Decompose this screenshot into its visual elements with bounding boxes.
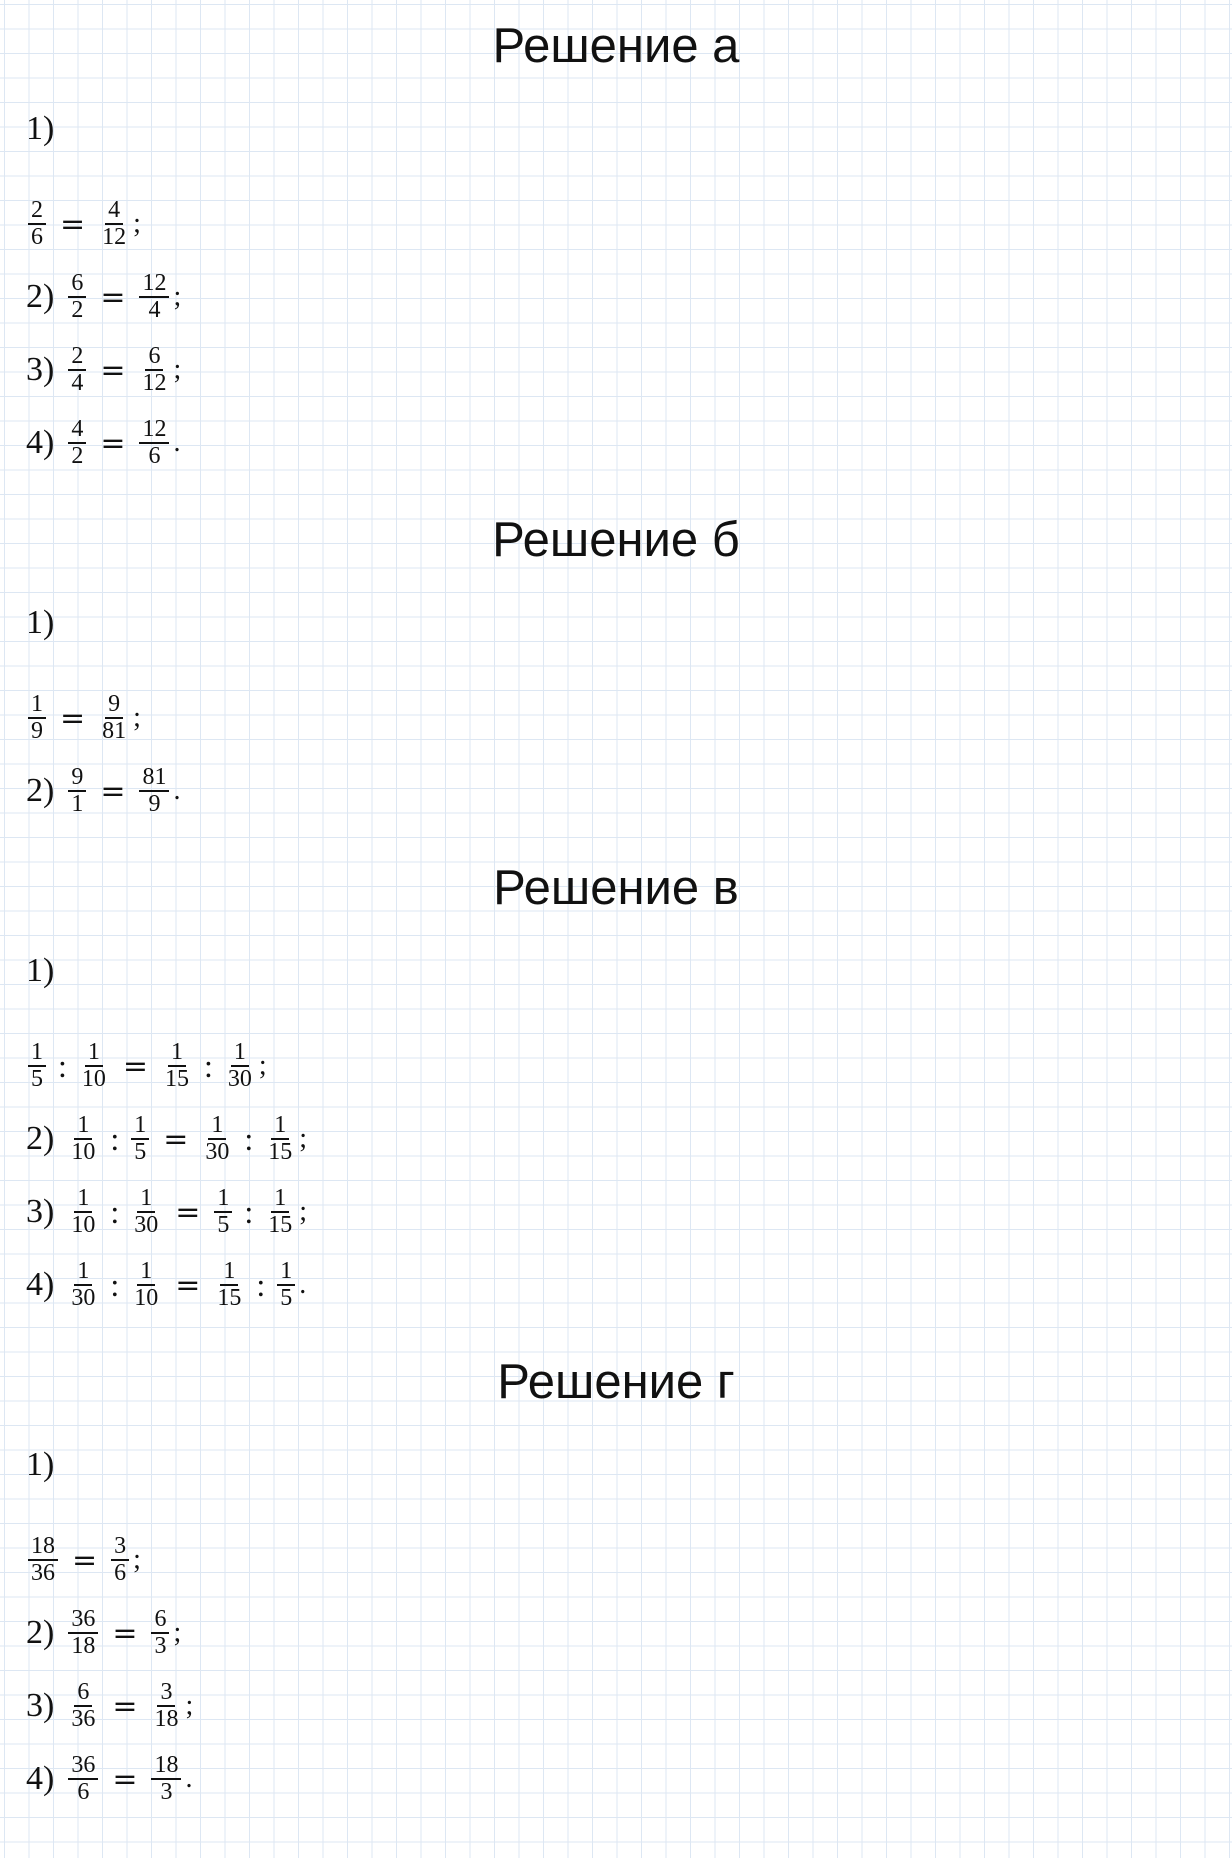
fraction: $\frac{1}{30}$ (227, 1038, 252, 1092)
fraction: $\frac{18}{36}$ (28, 1534, 58, 1586)
fraction: $\frac{12}{6}$ (139, 417, 169, 469)
fraction: $\frac{12}{4}$ (139, 271, 169, 323)
equals-sign: = (60, 206, 86, 242)
fraction: $\frac{1}{15}$ (217, 1257, 242, 1311)
equals-sign: = (163, 1121, 189, 1157)
fraction: $\frac{1}{10}$ (71, 1111, 96, 1165)
fraction: $\frac{1}{30}$ (71, 1257, 96, 1311)
fraction: $\frac{6}{2}$ (68, 271, 86, 323)
fraction: $\frac{9}{81}$ (102, 690, 127, 744)
fraction: $\frac{1}{10}$ (81, 1038, 106, 1092)
section-title-v: Решение в (493, 861, 739, 915)
equation (26, 1180, 307, 1244)
item-label: 1) (26, 604, 55, 641)
item-label: 1) (26, 110, 55, 147)
item-label: 2) (26, 772, 55, 809)
punctuation: ; (173, 281, 182, 312)
fraction: $\frac{4}{2}$ (68, 417, 86, 469)
item-label: 4) (26, 1760, 55, 1797)
equation (26, 1107, 307, 1171)
equation (26, 759, 180, 823)
punctuation: . (173, 427, 181, 458)
equation (26, 411, 180, 475)
punctuation: ; (299, 1196, 308, 1227)
item-label: 3) (26, 1193, 55, 1230)
section-title-a: Решение а (492, 19, 740, 73)
fraction: $\frac{3}{6}$ (111, 1534, 129, 1586)
fraction: $\frac{6}{36}$ (71, 1678, 96, 1732)
item-label: 2) (26, 278, 55, 315)
item-label: 1) (26, 952, 55, 989)
fraction: $\frac{4}{12}$ (102, 196, 127, 250)
punctuation: ; (133, 208, 141, 239)
equals-sign: = (100, 773, 126, 809)
section-title-b: Решение б (492, 513, 740, 567)
fraction: $\frac{6}{3}$ (151, 1607, 169, 1659)
fraction: $\frac{6}{12}$ (142, 342, 167, 396)
punctuation: ; (185, 1690, 194, 1721)
fraction: $\frac{2}{6}$ (28, 198, 46, 250)
equals-sign: = (175, 1267, 201, 1303)
colon-sign: : (58, 1047, 67, 1084)
equation (26, 1253, 306, 1317)
fraction: $\frac{1}{10}$ (71, 1184, 96, 1238)
punctuation: ; (299, 1123, 308, 1154)
punctuation: . (173, 775, 181, 806)
fraction: $\frac{3}{18}$ (154, 1678, 179, 1732)
fraction: $\frac{1}{5}$ (214, 1186, 232, 1238)
equation (26, 1528, 141, 1592)
punctuation: ; (173, 354, 182, 385)
fraction: $\frac{1}{5}$ (131, 1113, 149, 1165)
item-label: 2) (26, 1614, 55, 1651)
item-label: 1) (26, 1446, 55, 1483)
fraction: $\frac{1}{15}$ (165, 1038, 190, 1092)
fraction: $\frac{1}{15}$ (268, 1184, 293, 1238)
fraction: $\frac{1}{30}$ (134, 1184, 159, 1238)
item-label: 3) (26, 351, 55, 388)
fraction: $\frac{1}{5}$ (28, 1040, 46, 1092)
fraction: $\frac{36}{18}$ (68, 1607, 98, 1659)
fraction: $\frac{1}{30}$ (205, 1111, 230, 1165)
punctuation: . (185, 1763, 193, 1794)
colon-sign: : (256, 1266, 266, 1303)
item-label: 3) (26, 1687, 55, 1724)
equals-sign: = (72, 1542, 98, 1578)
fraction: $\frac{1}{5}$ (277, 1259, 295, 1311)
fraction: $\frac{1}{9}$ (28, 692, 46, 744)
punctuation: ; (258, 1050, 267, 1081)
item-label: 2) (26, 1120, 55, 1157)
punctuation: ; (173, 1617, 182, 1648)
item-label: 4) (26, 1266, 55, 1303)
punctuation: . (299, 1269, 307, 1300)
fraction: $\frac{36}{6}$ (68, 1753, 98, 1805)
item-label: 4) (26, 424, 55, 461)
equals-sign: = (112, 1761, 138, 1797)
equals-sign: = (122, 1048, 149, 1084)
colon-sign: : (110, 1120, 120, 1157)
colon-sign: : (204, 1047, 213, 1084)
fraction: $\frac{1}{15}$ (268, 1111, 293, 1165)
equation (26, 1034, 267, 1098)
equation (26, 192, 141, 256)
equation (26, 338, 181, 402)
colon-sign: : (110, 1193, 120, 1230)
equals-sign: = (175, 1194, 201, 1230)
equation (26, 1601, 181, 1665)
equals-sign: = (100, 352, 126, 388)
fraction: $\frac{9}{1}$ (68, 765, 86, 817)
equals-sign: = (100, 279, 126, 315)
fraction: $\frac{1}{10}$ (134, 1257, 159, 1311)
equation (26, 1674, 193, 1738)
punctuation: ; (133, 1544, 141, 1575)
colon-sign: : (110, 1266, 120, 1303)
fraction: $\frac{2}{4}$ (68, 344, 86, 396)
equals-sign: = (100, 425, 126, 461)
fraction: $\frac{18}{3}$ (151, 1753, 181, 1805)
section-title-g: Решение г (497, 1355, 735, 1409)
fraction: $\frac{81}{9}$ (139, 765, 169, 817)
colon-sign: : (244, 1193, 254, 1230)
equation (26, 265, 181, 329)
equals-sign: = (112, 1688, 138, 1724)
punctuation: ; (133, 702, 141, 733)
colon-sign: : (244, 1120, 254, 1157)
equation (26, 1747, 192, 1811)
equals-sign: = (60, 700, 86, 736)
equation (26, 686, 141, 750)
equals-sign: = (112, 1615, 138, 1651)
